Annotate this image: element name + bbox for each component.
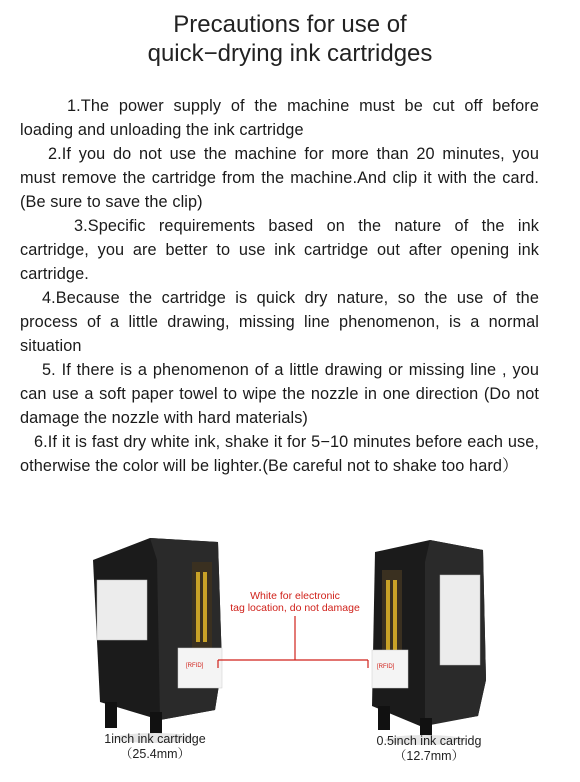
right-cartridge-image: [372, 540, 486, 745]
precaution-2: 2.If you do not use the machine for more than 20 minutes, you must remove the cartridge from the machine.And clip it with the card.(Be sure to save the clip): [20, 145, 539, 211]
rfid-callout: [220, 590, 370, 614]
right-caption-line-2: （12.7mm）: [393, 749, 465, 763]
callout-line-1: White for electronic: [250, 590, 340, 602]
precaution-5: 5. If there is a phenomenon of a little drawing or missing line , you can use a soft paper towel to wipe the nozzle in one direction (Do not damage the nozzle with hard materials): [20, 361, 539, 427]
callout-connector: [218, 616, 368, 668]
left-caption-line-2: （25.4mm）: [119, 747, 191, 761]
left-cartridge-image: [93, 538, 222, 743]
precaution-3: 3.Specific requirements based on the nature of the ink cartridge, you are better to use ink cartridge out after opening ink cartridge.: [20, 217, 539, 283]
page-title: [0, 10, 580, 68]
right-rfid-label: [RFID]: [377, 664, 395, 670]
title-line-1: Precautions for use of: [173, 11, 407, 38]
callout-line-2: tag location, do not damage: [230, 602, 360, 614]
precaution-4: 4.Because the cartridge is quick dry nature, so the use of the process of a little drawing, missing line phenomenon, is a normal situation: [20, 289, 539, 355]
precaution-1: 1.The power supply of the machine must be cut off before loading and unloading the ink cartridge: [20, 97, 539, 139]
left-caption-line-1: 1inch ink cartridge: [104, 732, 206, 746]
title-line-2: quick−drying ink cartridges: [147, 40, 433, 67]
right-caption-line-1: 0.5inch ink cartridg: [376, 734, 482, 748]
right-cartridge-caption: [354, 734, 504, 764]
left-cartridge-caption: [80, 732, 230, 762]
left-rfid-label: [RFID]: [186, 663, 204, 669]
precaution-6: 6.If it is fast dry white ink, shake it for 5−10 minutes before each use, otherwise the color will be lighter.(Be careful not to shake too hard）: [20, 433, 539, 475]
cartridge-figure: [0, 520, 580, 782]
precautions-list: [20, 94, 539, 478]
